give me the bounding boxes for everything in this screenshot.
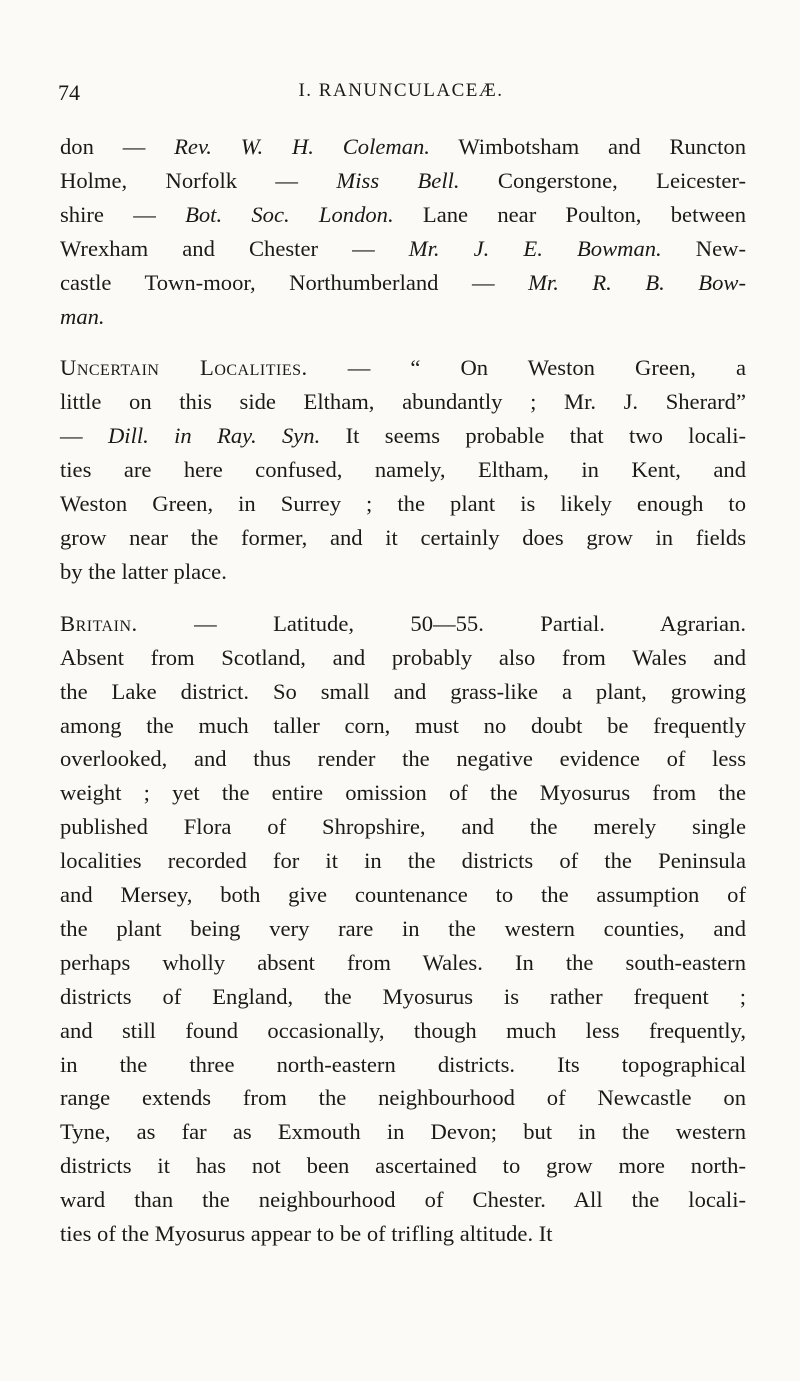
italic-reference: Mr. J. E. Bowman. bbox=[408, 235, 662, 261]
text-line: grow near the former, and it certainly does grow in fields bbox=[60, 524, 746, 550]
text-line: — Dill. in Ray. Syn. It seems probable that two locali- bbox=[60, 423, 746, 449]
text-line: Absent from Scotland, and probably also from Wales and bbox=[60, 644, 746, 670]
text-line: by the latter place. bbox=[60, 558, 227, 584]
text-line: in the three north-eastern districts. Its topographical bbox=[60, 1051, 746, 1077]
italic-reference: man. bbox=[60, 303, 105, 329]
italic-reference: Bot. Soc. London. bbox=[185, 201, 394, 227]
text-line: weight ; yet the entire omission of the Myosurus from the bbox=[60, 780, 746, 806]
italic-reference: Mr. R. B. Bow- bbox=[528, 269, 747, 295]
paragraph-britain bbox=[60, 607, 746, 1251]
body-text bbox=[60, 130, 746, 1251]
text-line: overlooked, and thus render the negative evidence of less bbox=[60, 746, 746, 772]
text-line: among the much taller corn, must no doubt be frequently bbox=[60, 712, 746, 738]
text-line: Tyne, as far as Exmouth in Devon; but in the western bbox=[60, 1119, 746, 1145]
text-line: Wrexham and Chester — Mr. J. E. Bowman. New- bbox=[60, 235, 746, 261]
italic-reference: Miss Bell. bbox=[336, 167, 460, 193]
text-line: ties of the Myosurus appear to be of trifling altitude. It bbox=[60, 1221, 553, 1247]
running-head bbox=[58, 80, 744, 110]
text-line: the Lake district. So small and grass-like a plant, growing bbox=[60, 678, 746, 704]
text-line: Holme, Norfolk — Miss Bell. Congerstone, Leicester- bbox=[60, 167, 747, 193]
text-line: Weston Green, in Surrey ; the plant is likely enough to bbox=[60, 491, 746, 517]
text-line: don — Rev. W. H. Coleman. Wimbotsham and Runcton bbox=[60, 134, 747, 159]
text-line: shire — Bot. Soc. London. Lane near Poulton, between bbox=[60, 201, 747, 227]
text-line: ward than the neighbourhood of Chester. All the locali- bbox=[60, 1187, 746, 1213]
small-caps-heading: Britain. bbox=[60, 610, 138, 636]
text-line: little on this side Eltham, abundantly ; Mr. J. Sherard” bbox=[60, 389, 746, 415]
italic-reference: Rev. W. H. Coleman. bbox=[174, 134, 430, 159]
small-caps-heading: Uncertain Localities. bbox=[60, 355, 308, 381]
text-line: districts of England, the Myosurus is rather frequent ; bbox=[60, 983, 746, 1009]
text-line: localities recorded for it in the districts of the Peninsula bbox=[60, 848, 746, 874]
text-line: castle Town-moor, Northumberland — Mr. R. B. Bow- bbox=[60, 269, 747, 295]
text-line: ties are here confused, namely, Eltham, in Kent, and bbox=[60, 457, 746, 483]
text-line: perhaps wholly absent from Wales. In the south-eastern bbox=[60, 949, 746, 975]
text-line: Britain. — Latitude, 50—55. Partial. Agrarian. bbox=[60, 610, 746, 636]
text-line: Uncertain Localities. — “ On Weston Green, a bbox=[60, 355, 746, 381]
italic-reference: Dill. in Ray. Syn. bbox=[107, 423, 321, 449]
text-line bbox=[60, 300, 746, 334]
page-number: 74 bbox=[58, 80, 80, 105]
text-line: and still found occasionally, though much less frequently, bbox=[60, 1017, 746, 1043]
text-line: published Flora of Shropshire, and the merely single bbox=[60, 814, 746, 840]
section-title: I. RANUNCULACEÆ. bbox=[298, 80, 504, 101]
paragraph-localities-continued bbox=[60, 130, 746, 333]
text-line: range extends from the neighbourhood of Newcastle on bbox=[60, 1085, 746, 1111]
paragraph-uncertain-localities bbox=[60, 351, 746, 588]
text-line: districts it has not been ascertained to grow more north- bbox=[60, 1153, 746, 1179]
text-line: and Mersey, both give countenance to the assumption of bbox=[60, 882, 746, 908]
text-line: the plant being very rare in the western counties, and bbox=[60, 915, 746, 941]
